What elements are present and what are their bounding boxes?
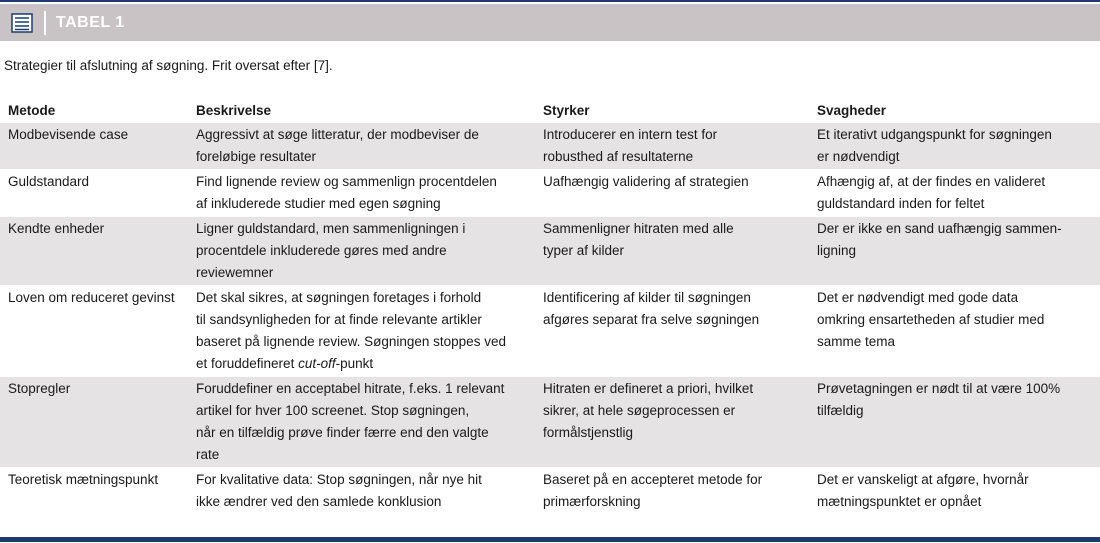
cell-metode: Loven om reduceret gevinst	[0, 286, 188, 377]
cell-beskrivelse: Find lignende review og sammenlign procentdelen af inkluderede studier med egen søgning	[188, 170, 535, 217]
cell-beskrivelse	[188, 286, 535, 377]
table-caption: Strategier til afslutning af søgning. Frit oversat efter [7].	[4, 58, 333, 73]
cell-beskrivelse-suffix: -punkt	[335, 356, 374, 371]
table-row	[0, 123, 1100, 170]
cell-styrker: Identificering af kilder til søgningen afgøres separat fra selve søgningen	[535, 286, 809, 377]
document-icon	[0, 4, 44, 41]
cell-beskrivelse: Aggressivt at søge litteratur, der modbeviser de foreløbige resultater	[188, 123, 535, 170]
cell-svagheder: Afhængig af, at der findes en valideret guldstandard inden for feltet	[809, 170, 1100, 217]
table-row	[0, 468, 1100, 515]
table-row	[0, 377, 1100, 468]
cell-svagheder: Det er vanskeligt at afgøre, hvornår mætningspunktet er opnået	[809, 468, 1100, 515]
cell-metode: Teoretisk mætningspunkt	[0, 468, 188, 515]
column-header-styrker: Styrker	[543, 103, 590, 118]
bottom-rule	[0, 537, 1100, 542]
cell-beskrivelse-text: Det skal sikres, at søgningen foretages i forhold til sandsynligheden for at finde relevante artikler baseret på lignende review. Søgningen stoppes ved et foruddefineret	[196, 290, 506, 371]
strategy-table	[0, 98, 1100, 514]
table-header-row	[0, 98, 1100, 123]
cell-beskrivelse: Foruddefiner en acceptabel hitrate, f.eks. 1 relevant artikel for hver 100 screenet. Stop søgningen, når en tilfældig prøve finder færre end den valgte rate	[188, 377, 535, 468]
top-rule	[0, 0, 1100, 2]
column-header-svagheder: Svagheder	[817, 103, 887, 118]
cell-beskrivelse: Ligner guldstandard, men sammenligningen i procentdele inkluderede gøres med andre reviewemner	[188, 217, 535, 286]
header-separator	[44, 11, 46, 35]
table-header-bar	[0, 4, 1100, 41]
cell-beskrivelse-emphasis: cut-off	[298, 356, 336, 371]
cell-metode: Stopregler	[0, 377, 188, 468]
cell-styrker: Uafhængig validering af strategien	[535, 170, 809, 217]
table-row	[0, 217, 1100, 286]
cell-styrker: Hitraten er defineret a priori, hvilket sikrer, at hele søgeprocessen er formålstjenstlig	[535, 377, 809, 468]
table-title: TABEL 1	[56, 13, 125, 31]
cell-beskrivelse: For kvalitative data: Stop søgningen, når nye hit ikke ændrer ved den samlede konklusion	[188, 468, 535, 515]
table-row	[0, 286, 1100, 377]
column-header-metode: Metode	[8, 103, 56, 118]
cell-styrker: Baseret på en accepteret metode for primærforskning	[535, 468, 809, 515]
column-header-beskrivelse: Beskrivelse	[196, 103, 272, 118]
cell-svagheder: Prøvetagningen er nødt til at være 100% tilfældig	[809, 377, 1100, 468]
cell-metode: Guldstandard	[0, 170, 188, 217]
cell-styrker: Introducerer en intern test for robusthed af resultaterne	[535, 123, 809, 170]
cell-svagheder: Der er ikke en sand uafhængig sammen- ligning	[809, 217, 1100, 286]
cell-metode: Modbevisende case	[0, 123, 188, 170]
cell-styrker: Sammenligner hitraten med alle typer af kilder	[535, 217, 809, 286]
table-row	[0, 170, 1100, 217]
cell-svagheder: Et iterativt udgangspunkt for søgningen er nødvendigt	[809, 123, 1100, 170]
cell-metode: Kendte enheder	[0, 217, 188, 286]
cell-svagheder: Det er nødvendigt med gode data omkring ensartetheden af studier med samme tema	[809, 286, 1100, 377]
